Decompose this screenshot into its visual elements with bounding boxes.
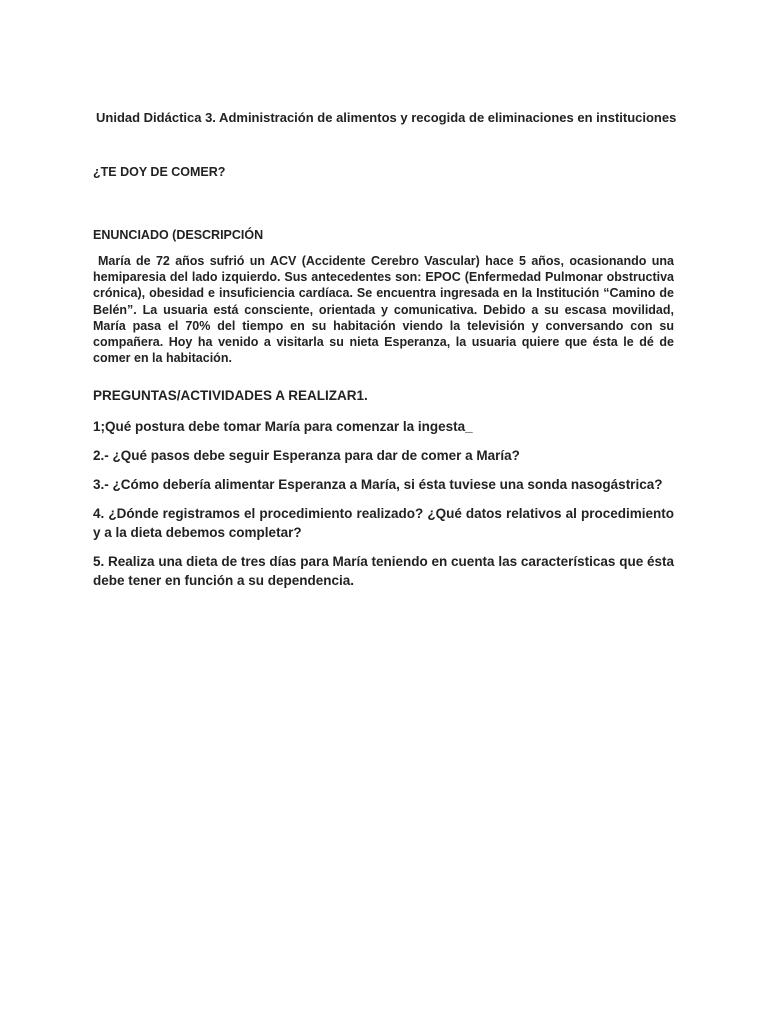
case-title: ¿TE DOY DE COMER? xyxy=(93,165,226,179)
case-description: María de 72 años sufrió un ACV (Accidente Cerebro Vascular) hace 5 años, ocasionando una hemiparesia del lado izquierdo. Sus antecedentes son: EPOC (Enfermedad Pulmonar obstructiva crónica), obesidad e insuficiencia cardíaca. Se encuentra ingresada en la Institución “Camino de Belén”. La usuaria está consciente, orientada y comunicativa. Debido a su escasa movilidad, María pasa el 70% del tiempo en su habitación viendo la televisión y conversando con su compañera. Hoy ha venido a visitarla su nieta Esperanza, la usuaria quiere que ésta le dé de comer en la habitación. xyxy=(93,254,674,366)
question-4: 4. ¿Dónde registramos el procedimiento realizado? ¿Qué datos relativos al procedimiento y a la dieta debemos completar? xyxy=(93,506,674,540)
unit-title: Unidad Didáctica 3. Administración de alimentos y recogida de eliminaciones en instituciones xyxy=(96,110,677,125)
section-heading: ENUNCIADO (DESCRIPCIÓN xyxy=(93,228,264,242)
questions-heading: PREGUNTAS/ACTIVIDADES A REALIZAR1. xyxy=(93,388,368,403)
question-1: 1;Qué postura debe tomar María para comenzar la ingesta_ xyxy=(93,419,473,434)
question-3: 3.- ¿Cómo debería alimentar Esperanza a María, si ésta tuviese una sonda nasogástrica? xyxy=(93,477,663,492)
question-2: 2.- ¿Qué pasos debe seguir Esperanza para dar de comer a María? xyxy=(93,448,520,463)
question-5: 5. Realiza una dieta de tres días para María teniendo en cuenta las características que ésta debe tener en función a su dependencia. xyxy=(93,554,674,588)
